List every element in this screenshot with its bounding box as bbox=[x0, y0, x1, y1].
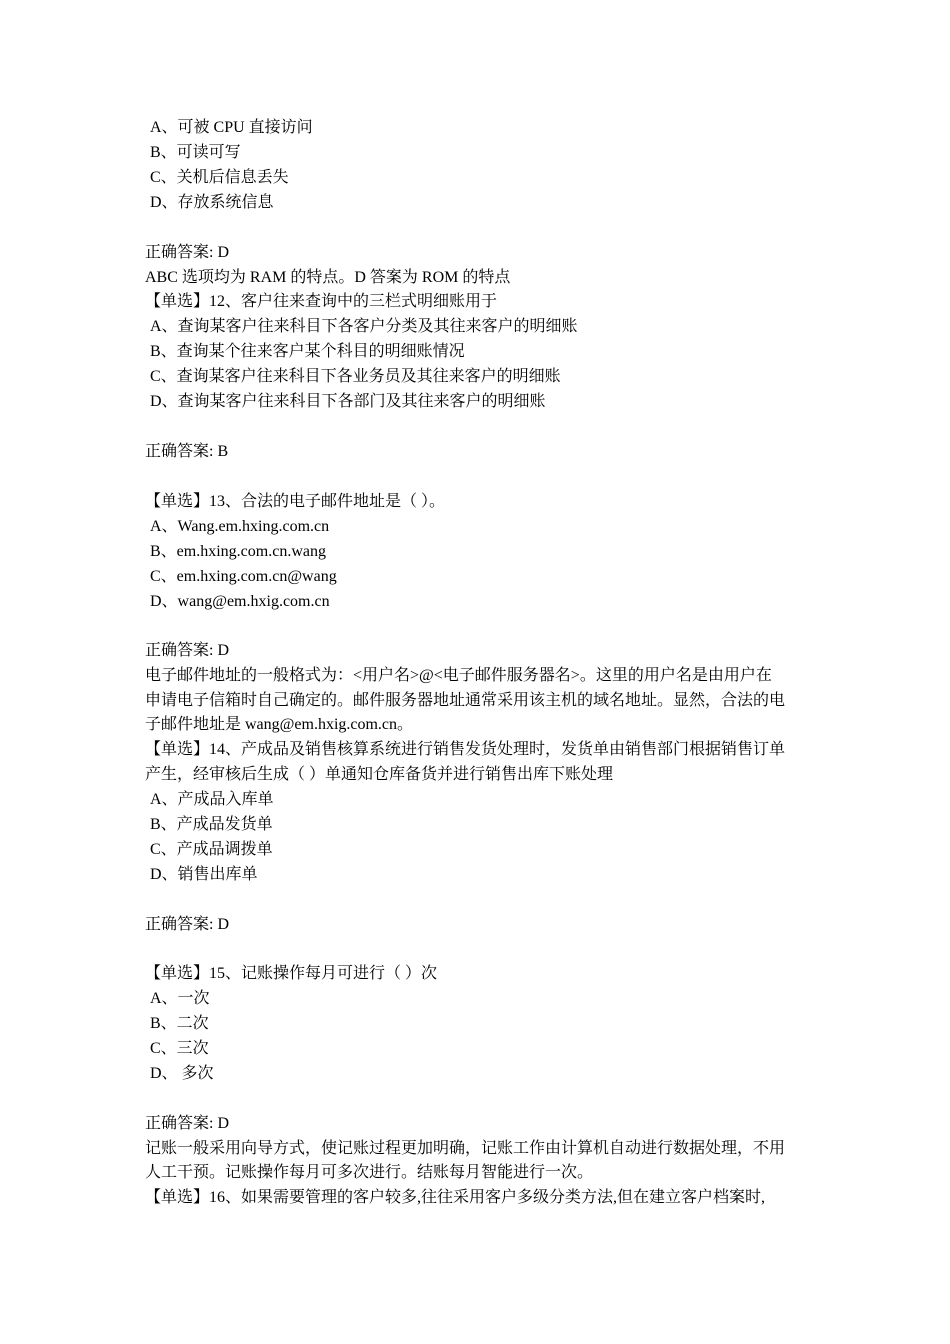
correct-answer: 正确答案: D bbox=[145, 916, 230, 933]
explanation-line: 子邮件地址是 wang@em.hxig.com.cn。 bbox=[145, 716, 414, 733]
question-14: 【单选】14、产成品及销售核算系统进行销售发货处理时，发货单由销售部门根据销售订单 bbox=[145, 741, 786, 758]
option-a: A、一次 bbox=[150, 990, 210, 1007]
question-12: 【单选】12、客户往来查询中的三栏式明细账用于 bbox=[145, 293, 498, 310]
option-d: D、销售出库单 bbox=[150, 866, 258, 883]
option-a: A、可被 CPU 直接访问 bbox=[150, 119, 313, 136]
option-c: C、三次 bbox=[150, 1040, 209, 1057]
option-b: B、em.hxing.com.cn.wang bbox=[150, 543, 326, 560]
explanation: ABC 选项均为 RAM 的特点。D 答案为 ROM 的特点 bbox=[145, 269, 511, 286]
option-a: A、查询某客户往来科目下各客户分类及其往来客户的明细账 bbox=[150, 318, 578, 335]
question-15: 【单选】15、记账操作每月可进行（ ）次 bbox=[145, 965, 438, 982]
option-d: D、wang@em.hxig.com.cn bbox=[150, 593, 330, 610]
option-c: C、关机后信息丢失 bbox=[150, 169, 289, 186]
correct-answer: 正确答案: B bbox=[145, 443, 229, 460]
question-13: 【单选】13、合法的电子邮件地址是（ ）。 bbox=[145, 493, 446, 510]
option-b: B、可读可写 bbox=[150, 144, 241, 161]
explanation-line: 记账一般采用向导方式，使记账过程更加明确，记账工作由计算机自动进行数据处理，不用 bbox=[145, 1140, 786, 1157]
option-c: C、查询某客户往来科目下各业务员及其往来客户的明细账 bbox=[150, 368, 561, 385]
option-b: B、查询某个往来客户某个科目的明细账情况 bbox=[150, 343, 465, 360]
option-b: B、二次 bbox=[150, 1015, 209, 1032]
correct-answer: 正确答案: D bbox=[145, 1115, 230, 1132]
explanation-line: 电子邮件地址的一般格式为：<用户名>@<电子邮件服务器名>。这里的用户名是由用户在 bbox=[145, 667, 772, 684]
option-c: C、em.hxing.com.cn@wang bbox=[150, 568, 337, 585]
explanation-line: 申请电子信箱时自己确定的。邮件服务器地址通常采用该主机的域名地址。显然，合法的电 bbox=[145, 692, 786, 709]
option-d: D、查询某客户往来科目下各部门及其往来客户的明细账 bbox=[150, 393, 546, 410]
question-14-cont: 产生，经审核后生成（ ）单通知仓库备货并进行销售出库下账处理 bbox=[145, 766, 614, 783]
correct-answer: 正确答案: D bbox=[145, 244, 230, 261]
correct-answer: 正确答案: D bbox=[145, 642, 230, 659]
option-d: D、存放系统信息 bbox=[150, 194, 274, 211]
option-d: D、 多次 bbox=[150, 1065, 214, 1082]
option-a: A、Wang.em.hxing.com.cn bbox=[150, 518, 330, 535]
explanation-line: 人工干预。记账操作每月可多次进行。结账每月智能进行一次。 bbox=[145, 1164, 594, 1181]
option-b: B、产成品发货单 bbox=[150, 816, 273, 833]
option-c: C、产成品调拨单 bbox=[150, 841, 273, 858]
question-16: 【单选】16、如果需要管理的客户较多,往往采用客户多级分类方法,但在建立客户档案时, bbox=[145, 1189, 766, 1206]
option-a: A、产成品入库单 bbox=[150, 791, 274, 808]
